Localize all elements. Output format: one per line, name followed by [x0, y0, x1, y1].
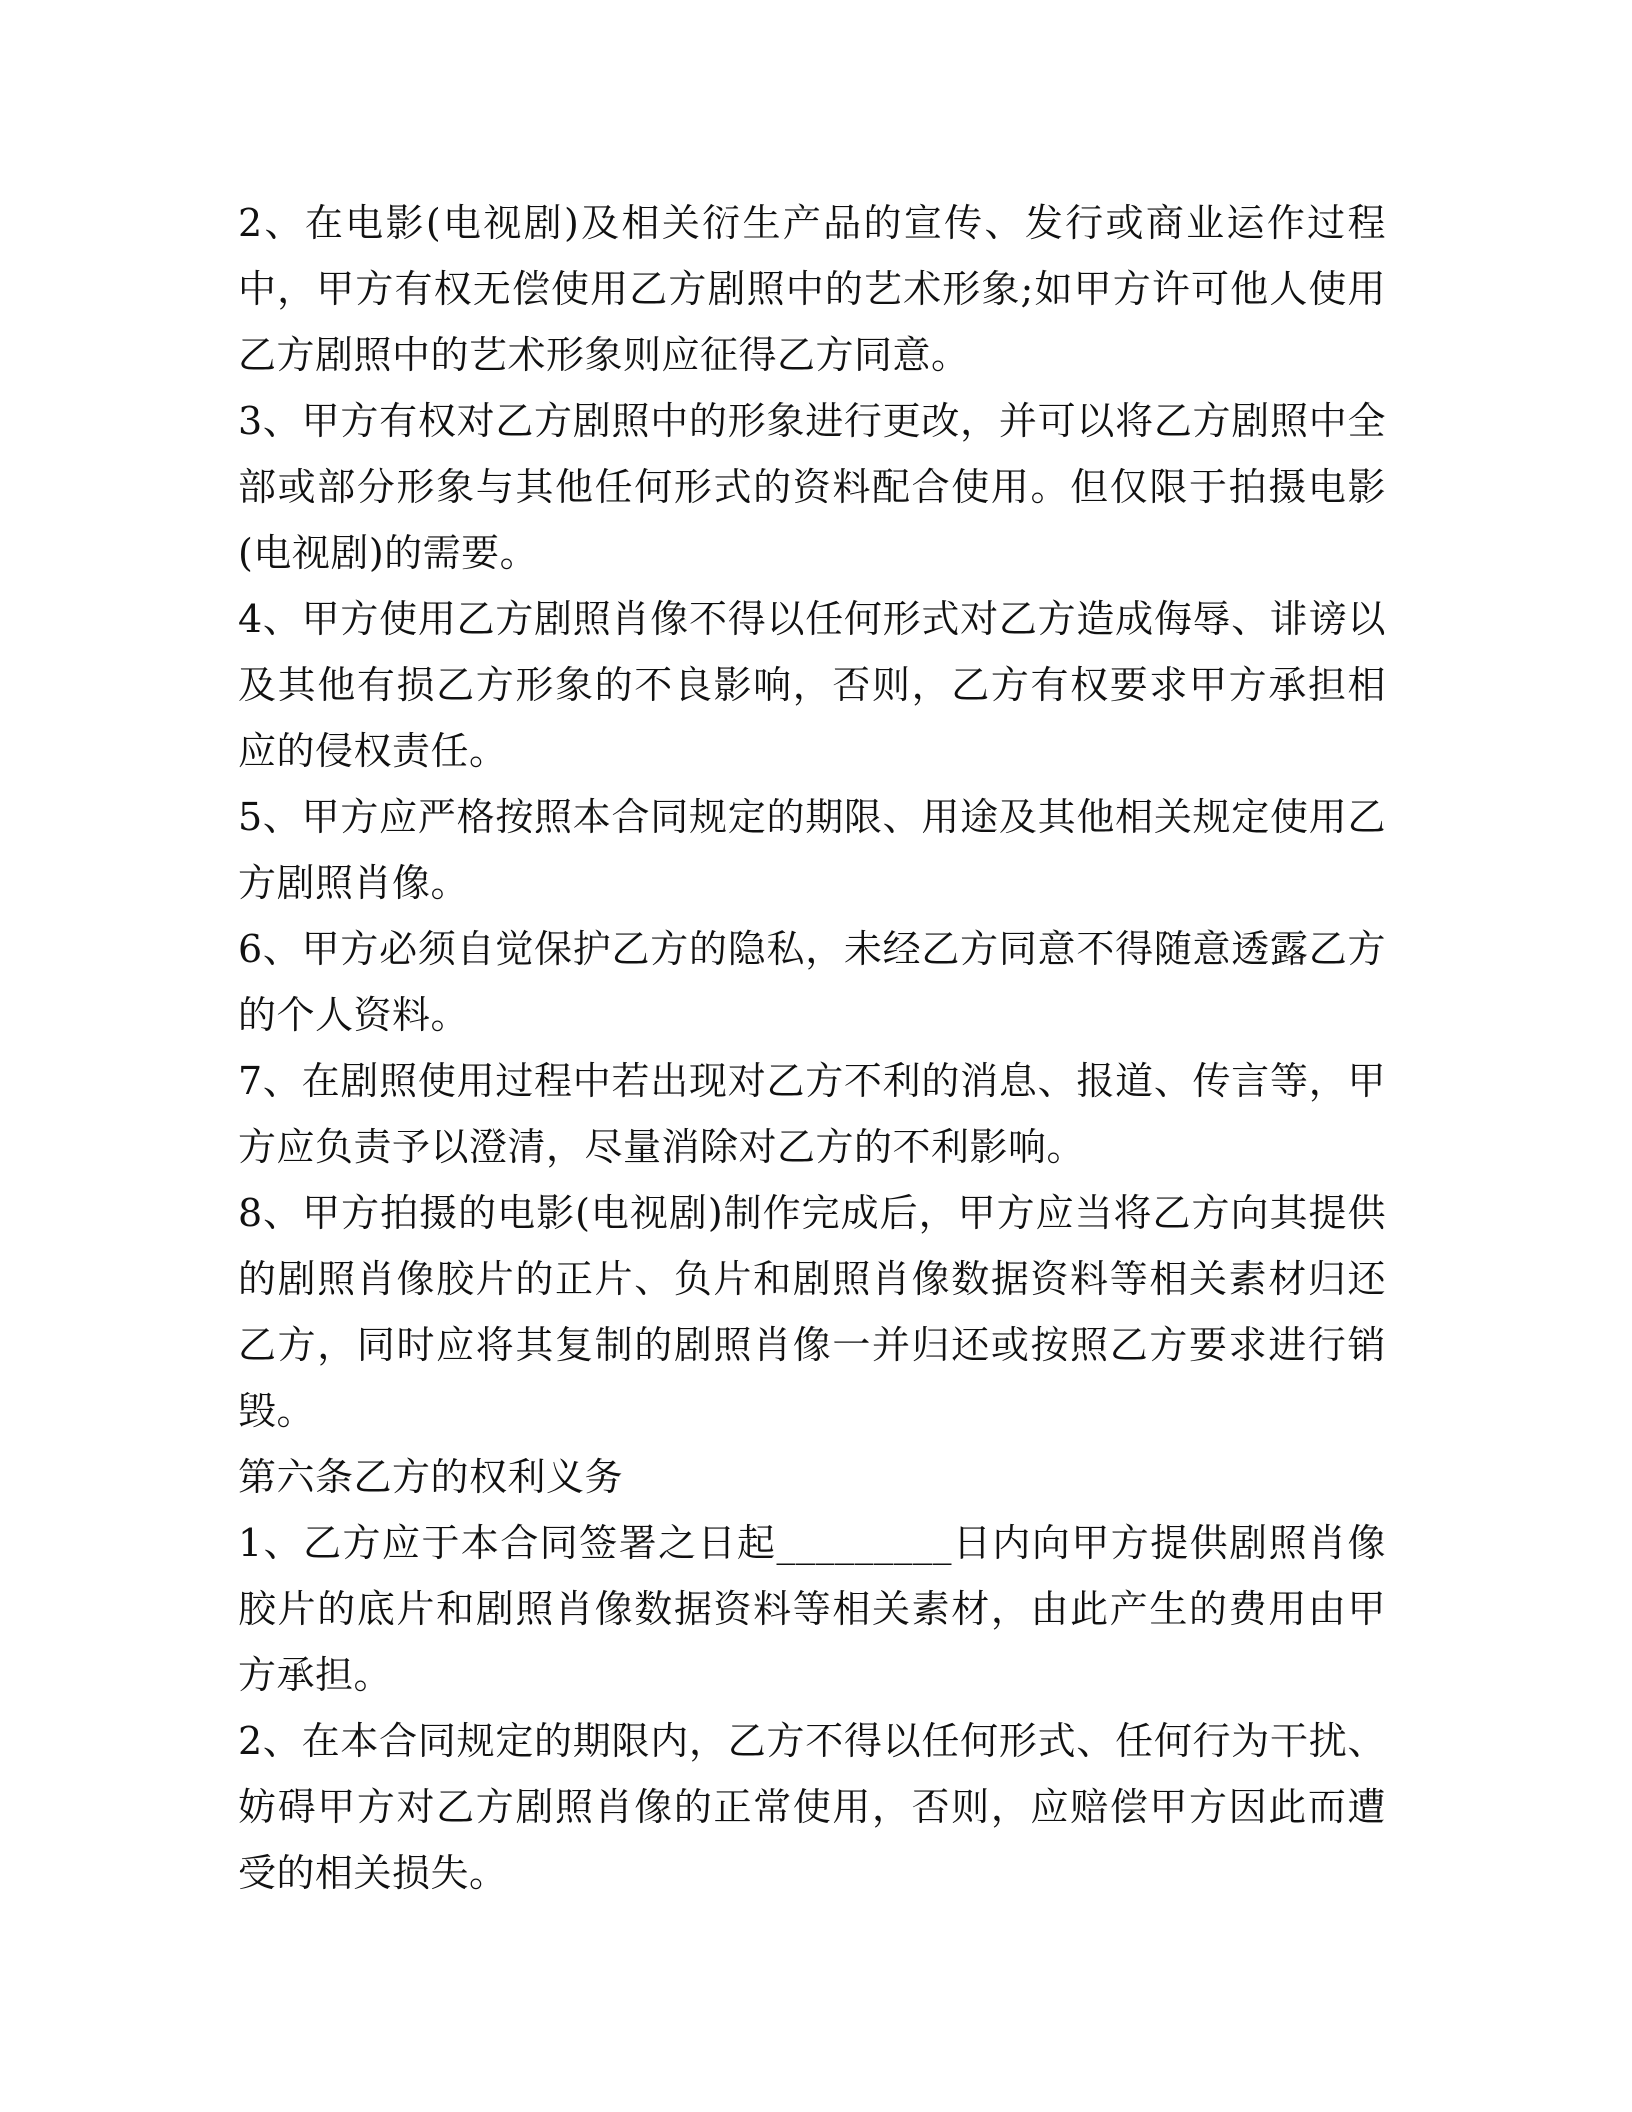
clause-3: 3、甲方有权对乙方剧照中的形象进行更改，并可以将乙方剧照中全部或部分形象与其他任何形式的资料配合使用。但仅限于拍摄电影(电视剧)的需要。: [238, 399, 1386, 575]
clause-4: 4、甲方使用乙方剧照肖像不得以任何形式对乙方造成侮辱、诽谤以及其他有损乙方形象的不良影响，否则，乙方有权要求甲方承担相应的侵权责任。: [238, 597, 1386, 773]
clause-6: 6、甲方必须自觉保护乙方的隐私，未经乙方同意不得随意透露乙方的个人资料。: [238, 927, 1386, 1037]
section-heading: 第六条乙方的权利义务: [238, 1455, 624, 1499]
document-body: [238, 190, 1386, 1906]
section-clause-2: 2、在本合同规定的期限内，乙方不得以任何形式、任何行为干扰、妨碍甲方对乙方剧照肖像的正常使用，否则，应赔偿甲方因此而遭受的相关损失。: [238, 1719, 1386, 1895]
clause-2: 2、在电影(电视剧)及相关衍生产品的宣传、发行或商业运作过程中，甲方有权无偿使用乙方剧照中的艺术形象;如甲方许可他人使用乙方剧照中的艺术形象则应征得乙方同意。: [238, 201, 1386, 377]
clause-7: 7、在剧照使用过程中若出现对乙方不利的消息、报道、传言等，甲方应负责予以澄清，尽量消除对乙方的不利影响。: [238, 1059, 1386, 1169]
clause-8: 8、甲方拍摄的电影(电视剧)制作完成后，甲方应当将乙方向其提供的剧照肖像胶片的正片、负片和剧照肖像数据资料等相关素材归还乙方，同时应将其复制的剧照肖像一并归还或按照乙方要求进行销毁。: [238, 1191, 1386, 1433]
section-clause-1: 1、乙方应于本合同签署之日起_________日内向甲方提供剧照肖像胶片的底片和剧照肖像数据资料等相关素材，由此产生的费用由甲方承担。: [238, 1521, 1386, 1697]
clause-5: 5、甲方应严格按照本合同规定的期限、用途及其他相关规定使用乙方剧照肖像。: [238, 795, 1386, 905]
